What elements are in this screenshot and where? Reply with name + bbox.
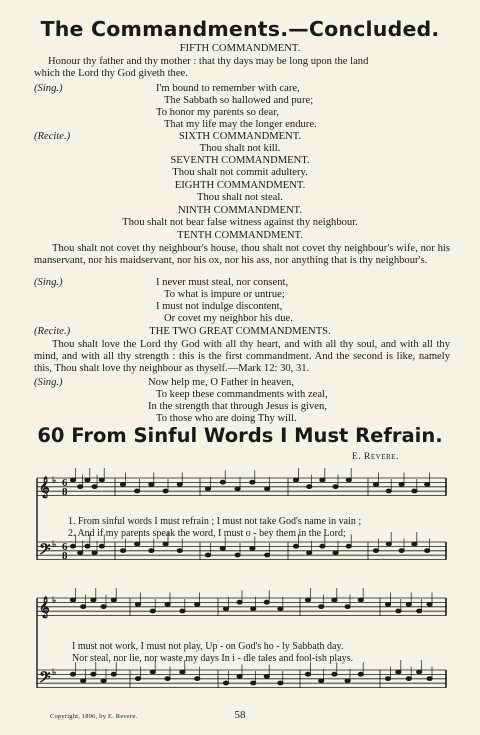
- copyright-notice: Copyright, 1896, by E. Revere.: [50, 713, 138, 720]
- verse3-line1: Now help me, O Father in heaven,: [148, 377, 294, 388]
- flat-sign: ♭: [52, 475, 57, 485]
- ninth-commandment-text: Thou shalt not bear false witness against thy neighbour.: [122, 217, 358, 228]
- note-head: [345, 679, 350, 683]
- note-head: [220, 480, 225, 484]
- note-head: [70, 478, 75, 482]
- note-head: [120, 483, 125, 487]
- note-head: [180, 670, 185, 674]
- verse2-line4: Or covet my neighbor his due.: [164, 313, 293, 324]
- note-head: [237, 600, 242, 604]
- note-head: [333, 485, 338, 489]
- note-head: [135, 677, 140, 681]
- lyric-line2-verse2: Nor steal, nor lie, nor waste my days In i - dle tales and fool-ish plays.: [72, 653, 354, 664]
- hymn-title: 60 From Sinful Words I Must Refrain.: [37, 424, 443, 447]
- note-head: [406, 603, 411, 607]
- tenth-commandment-text: Thou shalt not covet thy neighbour's house, thou shalt not covet thy neighbour's wife, nor his manservant, nor his maidservant, nor his ox, nor his ass, nor anything that is thy neighbour's.: [34, 243, 450, 266]
- verse1-line1: I'm bound to remember with care,: [156, 83, 300, 94]
- note-head: [250, 547, 255, 551]
- note-head: [149, 549, 154, 553]
- note-head: [396, 609, 401, 613]
- note-head: [293, 478, 298, 482]
- sing-cue-2: (Sing.): [34, 277, 63, 288]
- note-head: [85, 544, 90, 548]
- note-head: [265, 487, 270, 491]
- note-head: [412, 542, 417, 546]
- note-head: [135, 489, 140, 493]
- note-head: [305, 598, 310, 602]
- time-signature-bottom: 8: [62, 550, 68, 562]
- note-head: [70, 672, 75, 676]
- note-head: [195, 677, 200, 681]
- sixth-commandment-heading: SIXTH COMMANDMENT.: [178, 131, 302, 142]
- note-head: [305, 672, 310, 676]
- verse2-line1: I never must steal, nor consent,: [156, 277, 289, 288]
- note-head: [180, 609, 185, 613]
- verse3-line3: In the strength that through Jesus is given,: [148, 401, 327, 412]
- note-head: [150, 670, 155, 674]
- fifth-commandment-text-1: Honour thy father and thy mother : that thy days may be long upon the land: [48, 56, 369, 67]
- note-head: [101, 605, 106, 609]
- lyric-line1-verse2: 2. And if my parents speak the word, I must o - bey them in the Lord;: [68, 528, 346, 539]
- note-head: [135, 603, 140, 607]
- note-head: [91, 672, 96, 676]
- note-head: [220, 547, 225, 551]
- lyric-line1-verse1: 1. From sinful words I must refrain ; I must not take God's name in vain ;: [68, 516, 362, 527]
- note-head: [163, 489, 168, 493]
- note-head: [177, 549, 182, 553]
- note-head: [333, 551, 338, 555]
- note-head: [427, 677, 432, 681]
- treble-clef: 𝄞: [39, 597, 50, 617]
- verse1-line3: To honor my parents so dear,: [156, 107, 279, 118]
- note-head: [81, 605, 86, 609]
- note-head: [99, 544, 104, 548]
- sing-cue-1: (Sing.): [34, 83, 63, 94]
- sing-cue-3: (Sing.): [34, 377, 63, 388]
- note-head: [91, 598, 96, 602]
- note-head: [81, 679, 86, 683]
- note-head: [120, 549, 125, 553]
- lyric-line2-verse1: I must not work, I must not play, Up - on God's ho - ly Sabbath day.: [72, 641, 344, 652]
- note-head: [235, 487, 240, 491]
- note-head: [264, 600, 269, 604]
- note-head: [264, 675, 269, 679]
- note-head: [346, 544, 351, 548]
- note-head: [278, 607, 283, 611]
- note-head: [385, 677, 390, 681]
- note-head: [358, 598, 363, 602]
- note-head: [307, 551, 312, 555]
- note-head: [417, 609, 422, 613]
- great-commandments-text: Thou shalt love the Lord thy God with all thy heart, and with all thy soul, and with all thy mind, and with all thy strength : this is the first commandment. And the second is like, namely this, Thou shalt love thy neighbour as thyself.—Mark 12: 30, 31.: [34, 339, 450, 374]
- recite-cue-1: (Recite.): [34, 131, 71, 142]
- note-head: [237, 675, 242, 679]
- tenth-commandment-heading: TENTH COMMANDMENT.: [177, 230, 303, 241]
- recite-cue-2: (Recite.): [34, 326, 71, 337]
- note-head: [307, 485, 312, 489]
- note-head: [417, 670, 422, 674]
- eighth-commandment-heading: EIGHTH COMMANDMENT.: [174, 180, 306, 191]
- note-head: [399, 483, 404, 487]
- great-commandments-heading: THE TWO GREAT COMMANDMENTS.: [149, 326, 331, 337]
- flat-sign: ♭: [52, 595, 57, 605]
- seventh-commandment-heading: SEVENTH COMMANDMENT.: [170, 155, 310, 166]
- verse1-line4: That my life may the longer endure.: [164, 119, 317, 130]
- page-title: The Commandments.—Concluded.: [40, 17, 440, 41]
- note-head: [150, 609, 155, 613]
- note-head: [278, 681, 283, 685]
- note-head: [406, 677, 411, 681]
- note-head: [250, 480, 255, 484]
- flat-sign: ♭: [52, 667, 57, 677]
- verse1-line2: The Sabbath so hallowed and pure;: [164, 95, 314, 106]
- time-signature-top: 6: [62, 477, 68, 489]
- note-head: [85, 478, 90, 482]
- bass-clef: 𝄢: [39, 541, 51, 561]
- note-head: [78, 551, 83, 555]
- note-head: [235, 553, 240, 557]
- note-head: [163, 542, 168, 546]
- fifth-commandment-heading: FIFTH COMMANDMENT.: [179, 43, 301, 54]
- note-head: [70, 544, 75, 548]
- note-head: [319, 679, 324, 683]
- note-head: [386, 542, 391, 546]
- note-head: [135, 542, 140, 546]
- bass-clef: 𝄢: [39, 669, 51, 689]
- treble-clef: 𝄞: [39, 477, 50, 497]
- note-head: [346, 478, 351, 482]
- note-head: [385, 603, 390, 607]
- verse3-line4: To those who are doing Thy will.: [156, 413, 297, 424]
- note-head: [373, 549, 378, 553]
- note-head: [165, 677, 170, 681]
- note-head: [177, 483, 182, 487]
- note-head: [99, 478, 104, 482]
- sixth-commandment-text: Thou shalt not kill.: [199, 143, 281, 154]
- note-head: [92, 551, 97, 555]
- note-head: [223, 681, 228, 685]
- note-head: [425, 483, 430, 487]
- note-head: [78, 485, 83, 489]
- note-head: [265, 553, 270, 557]
- note-head: [92, 485, 97, 489]
- ninth-commandment-heading: NINTH COMMANDMENT.: [178, 205, 302, 216]
- page-number: 58: [234, 709, 246, 721]
- verse2-line2: To what is impure or untrue;: [164, 289, 285, 300]
- flat-sign: ♭: [52, 539, 57, 549]
- note-head: [358, 672, 363, 676]
- note-head: [332, 598, 337, 602]
- fifth-commandment-text-2: which the Lord thy God giveth thee.: [34, 68, 188, 79]
- note-head: [165, 603, 170, 607]
- note-head: [293, 544, 298, 548]
- hymn-composer: E. Revere.: [352, 452, 399, 462]
- note-head: [396, 670, 401, 674]
- verse3-line2: To keep these commandments with zeal,: [156, 389, 328, 400]
- note-head: [320, 544, 325, 548]
- time-signature-top: 6: [62, 541, 68, 553]
- note-head: [427, 603, 432, 607]
- note-head: [251, 681, 256, 685]
- note-head: [320, 478, 325, 482]
- note-head: [223, 607, 228, 611]
- seventh-commandment-text: Thou shalt not commit adultery.: [172, 167, 308, 178]
- note-head: [251, 607, 256, 611]
- note-head: [386, 489, 391, 493]
- time-signature-bottom: 8: [62, 486, 68, 498]
- note-head: [205, 553, 210, 557]
- note-head: [205, 487, 210, 491]
- verse2-line3: I must not indulge discontent,: [156, 301, 283, 312]
- note-head: [373, 483, 378, 487]
- note-head: [70, 598, 75, 602]
- note-head: [412, 489, 417, 493]
- eighth-commandment-text: Thou shalt not steal.: [197, 192, 283, 203]
- note-head: [332, 672, 337, 676]
- note-head: [399, 549, 404, 553]
- note-head: [319, 605, 324, 609]
- note-head: [111, 672, 116, 676]
- note-head: [149, 483, 154, 487]
- note-head: [195, 603, 200, 607]
- note-head: [345, 605, 350, 609]
- note-head: [111, 598, 116, 602]
- note-head: [425, 549, 430, 553]
- note-head: [101, 679, 106, 683]
